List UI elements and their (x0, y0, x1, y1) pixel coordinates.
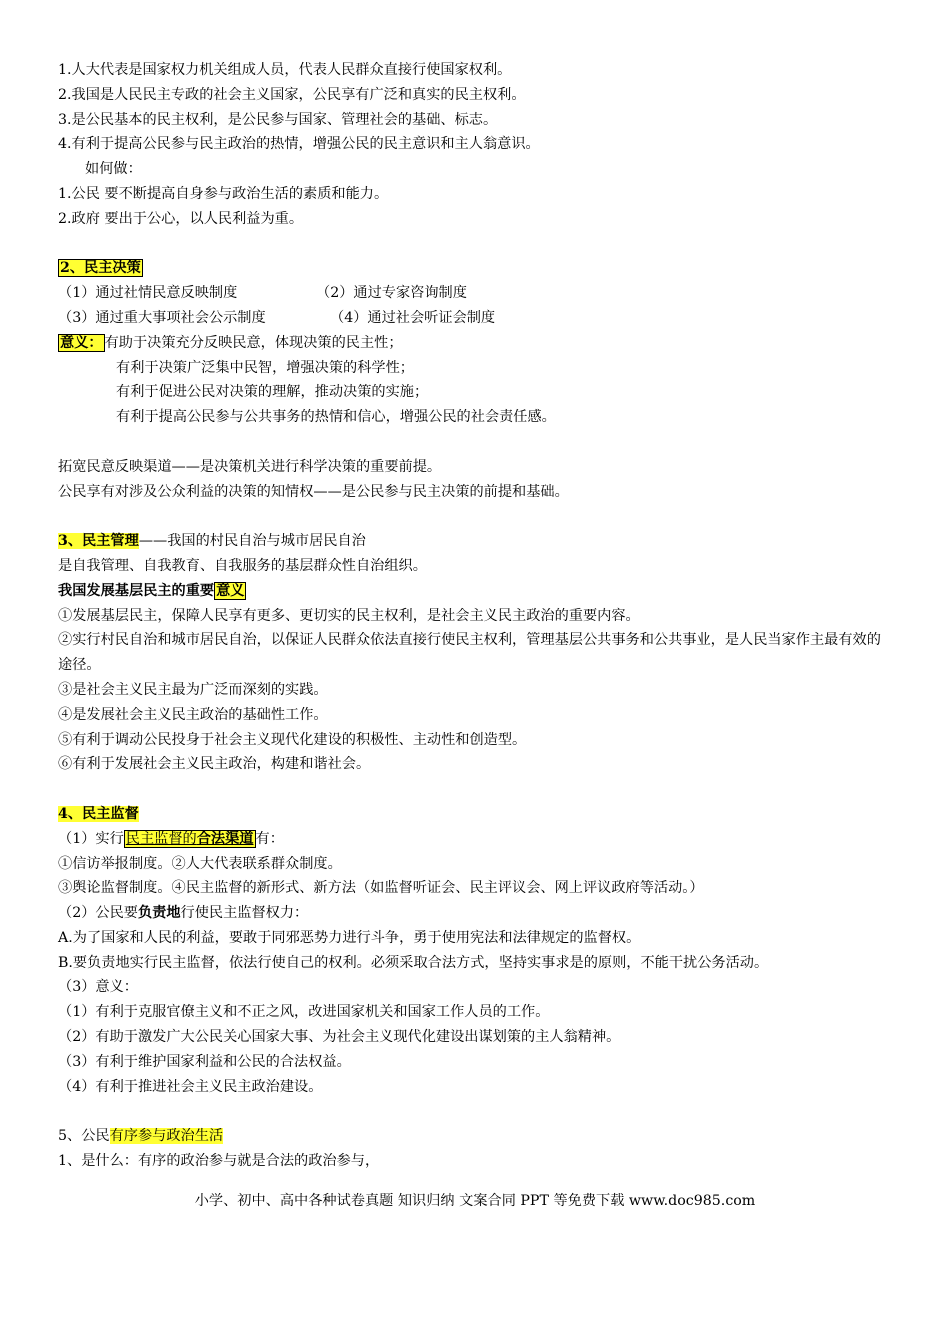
supervision-channel-item: ③舆论监督制度。④民主监督的新形式、新方法（如监督听证会、民主评议会、网上评议政府等活动。） (58, 880, 704, 897)
section-3-subheading-box: 意义 (216, 582, 245, 599)
section-3-subheading (58, 579, 894, 604)
section-2-heading: 2、民主决策 (60, 260, 141, 277)
section-3-heading-line (58, 529, 894, 554)
supervision-meaning-item: （1）有利于克服官僚主义和不正之风，改进国家机关和国家工作人员的工作。 (58, 1004, 550, 1021)
section-5-highlight: 有序参与政治生活 (109, 1128, 224, 1145)
how-item: 1.公民 要不断提高自身参与政治生活的素质和能力。 (58, 185, 389, 202)
supervision-meaning-item: （3）有利于维护国家利益和公民的合法权益。 (58, 1053, 351, 1070)
section-5-heading-line (58, 1124, 894, 1149)
responsible-post: 行使民主监督权力： (180, 905, 309, 922)
how-label: 如何做： (85, 161, 142, 178)
responsible-item: B.要负责地实行民主监督，依法行使自己的权利。必须采取合法方式，坚持实事求是的原则，不能干扰公务活动。 (58, 954, 769, 971)
section-3-line: 是自我管理、自我教育、自我服务的基层群众性自治组织。 (58, 557, 427, 574)
meaning-item: 有利于促进公民对决策的理解，推动决策的实施； (116, 384, 429, 401)
section-3-subheading-text: 我国发展基层民主的重要 (58, 582, 215, 599)
responsible-bold: 负责地 (137, 905, 181, 922)
section-4-heading-line (58, 802, 894, 827)
section-3-heading: 3、民主管理 (58, 533, 139, 550)
significance-item: ①发展基层民主，保障人民享有更多、更切实的民主权利，是社会主义民主政治的重要内容。 (58, 607, 640, 624)
supervision-meaning-item: （2）有助于激发广大公民关心国家大事、为社会主义现代化建设出谋划策的主人翁精神。 (58, 1029, 621, 1046)
supervision-meaning-item: （4）有利于推进社会主义民主政治建设。 (58, 1078, 323, 1095)
intro-item: 4.有利于提高公民参与民主政治的热情，增强公民的民主意识和主人翁意识。 (58, 136, 540, 153)
section-3-heading-suffix: ——我国的村民自治与城市居民自治 (138, 533, 366, 550)
significance-item: ②实行村民自治和城市居民自治，以保证人民群众依法直接行使民主权利，管理基层公共事务和公共事业，是人民当家作主最有效的途径。 (58, 632, 881, 674)
document-page (58, 58, 894, 1174)
decision-way: （4）通过社会听证会制度 (330, 309, 496, 326)
decision-way: （3）通过重大事项社会公示制度 (58, 309, 266, 326)
significance-item: ⑤有利于调动公民投身于社会主义现代化建设的积极性、主动性和创造型。 (58, 731, 527, 748)
intro-item: 2.我国是人民民主专政的社会主义国家，公民享有广泛和真实的民主权利。 (58, 86, 526, 103)
responsible-pre: （2）公民要 (58, 905, 138, 922)
supervision-channels-highlight (124, 830, 256, 848)
page-footer: 小学、初中、高中各种试卷真题 知识归纳 文案合同 PPT 等免费下载 www.doc985.com (194, 1193, 756, 1209)
significance-item: ④是发展社会主义民主政治的基础性工作。 (58, 706, 328, 723)
meaning-line (58, 331, 894, 356)
meaning-item: 有利于提高公民参与公共事务的热情和信心，增强公民的社会责任感。 (116, 409, 556, 426)
responsible-supervision-line (58, 901, 894, 926)
decision-note: 公民享有对涉及公众利益的决策的知情权——是公民参与民主决策的前提和基础。 (58, 483, 569, 500)
decision-way: （1）通过社情民意反映制度 (58, 285, 238, 302)
meaning-text: 有助于决策充分反映民意，体现决策的民主性； (104, 334, 403, 351)
decision-ways-row (58, 306, 894, 331)
decision-ways-row (58, 281, 894, 306)
intro-item: 1.人大代表是国家权力机关组成人员，代表人民群众直接行使国家权利。 (58, 62, 512, 78)
supervision-channels-hl-bold: 合法渠道 (196, 830, 254, 847)
section-4-heading: 4、民主监督 (58, 805, 139, 822)
supervision-channels-line (58, 827, 894, 852)
significance-item: ⑥有利于发展社会主义民主政治，构建和谐社会。 (58, 756, 371, 773)
section-2-heading-line (58, 256, 894, 281)
responsible-item: A.为了国家和人民的利益，要敢于同邪恶势力进行斗争，勇于使用宪法和法律规定的监督权。 (58, 929, 641, 946)
supervision-channels-pre: （1）实行 (58, 830, 124, 847)
supervision-channels-post: 有： (255, 830, 284, 847)
meaning-item: 有利于决策广泛集中民智，增强决策的科学性； (116, 359, 414, 376)
intro-item: 3.是公民基本的民主权利，是公民参与国家、管理社会的基础、标志。 (58, 111, 498, 128)
supervision-channel-item: ①信访举报制度。②人大代表联系群众制度。 (58, 855, 342, 872)
supervision-channels-hl-text: 民主监督的 (125, 830, 197, 847)
supervision-meaning-label: （3）意义： (58, 979, 138, 996)
decision-note: 拓宽民意反映渠道——是决策机关进行科学决策的重要前提。 (58, 458, 442, 475)
significance-item: ③是社会主义民主最为广泛而深刻的实践。 (58, 681, 328, 698)
decision-way: （2）通过专家咨询制度 (316, 285, 467, 302)
how-item: 2.政府 要出于公心，以人民利益为重。 (58, 210, 304, 227)
meaning-label: 意义： (60, 334, 103, 351)
section-5-pre: 5、公民 (58, 1128, 110, 1145)
section-5-line: 1、是什么：有序的政治参与就是合法的政治参与， (58, 1153, 380, 1170)
